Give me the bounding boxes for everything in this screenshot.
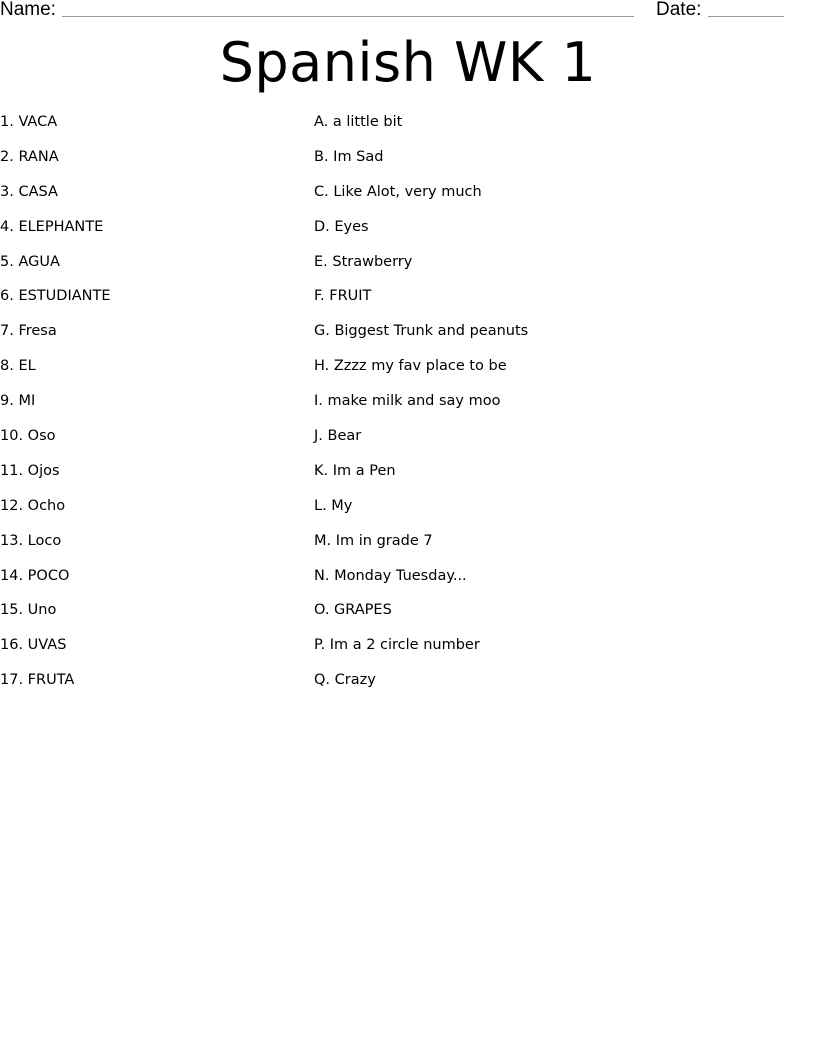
definition-item: H. Zzzz my fav place to be — [314, 358, 507, 375]
term-item: 8. EL — [0, 358, 36, 375]
definition-item: E. Strawberry — [314, 253, 413, 270]
definition-item: J. Bear — [314, 428, 362, 445]
definition-item: K. Im a Pen — [314, 462, 396, 479]
worksheet-header — [0, 0, 816, 24]
name-blank-line[interactable] — [62, 16, 634, 17]
page-title: Spanish WK 1 — [219, 31, 597, 94]
term-item: 16. UVAS — [0, 637, 67, 654]
definition-item: M. Im in grade 7 — [314, 532, 433, 549]
term-item: 3. CASA — [0, 183, 58, 200]
definitions-list — [314, 110, 794, 703]
term-item: 12. Ocho — [0, 497, 66, 514]
name-label: Name: — [0, 0, 56, 20]
definition-item: P. Im a 2 circle number — [314, 637, 480, 654]
term-item: 5. AGUA — [0, 253, 60, 270]
term-item: 9. MI — [0, 393, 36, 410]
term-item: 4. ELEPHANTE — [0, 218, 104, 235]
term-item: 13. Loco — [0, 532, 62, 549]
definition-item: F. FRUIT — [314, 288, 372, 305]
definition-item: Q. Crazy — [314, 672, 376, 689]
terms-list — [0, 110, 290, 703]
definition-item: A. a little bit — [314, 114, 403, 130]
definition-item: B. Im Sad — [314, 148, 384, 165]
definition-item: C. Like Alot, very much — [314, 183, 482, 200]
term-item: 15. Uno — [0, 602, 57, 619]
definition-item: G. Biggest Trunk and peanuts — [314, 323, 529, 340]
term-item: 10. Oso — [0, 428, 56, 445]
term-item: 11. Ojos — [0, 462, 60, 479]
definition-item: O. GRAPES — [314, 602, 392, 619]
term-item: 2. RANA — [0, 148, 59, 165]
date-blank-line[interactable] — [708, 16, 784, 17]
definition-item: I. make milk and say moo — [314, 393, 501, 410]
date-label: Date: — [656, 0, 702, 20]
definition-item: L. My — [314, 497, 353, 514]
definition-item: N. Monday Tuesday... — [314, 567, 467, 584]
definition-item: D. Eyes — [314, 218, 369, 235]
term-item: 14. POCO — [0, 567, 70, 584]
term-item: 1. VACA — [0, 114, 58, 130]
term-item: 6. ESTUDIANTE — [0, 288, 111, 305]
term-item: 7. Fresa — [0, 323, 57, 340]
term-item: 17. FRUTA — [0, 672, 75, 689]
